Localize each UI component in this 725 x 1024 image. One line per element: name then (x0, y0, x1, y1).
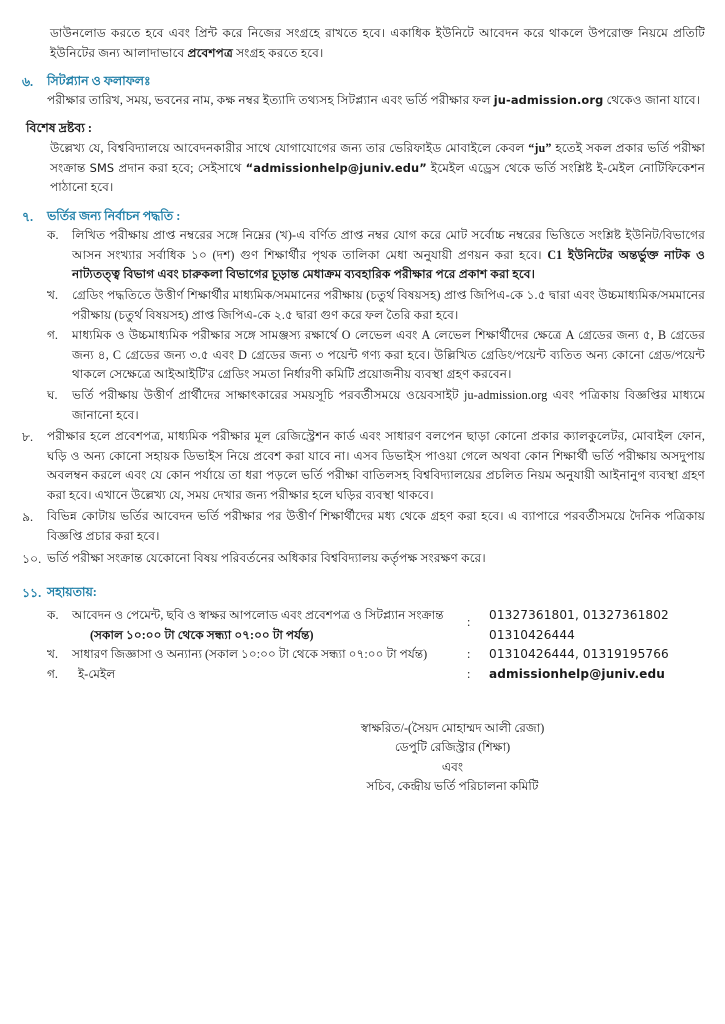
contact-row-3-label (72, 665, 467, 685)
section-7-marker: ৭. (22, 209, 34, 224)
contact-row-2-label (72, 645, 467, 665)
contact-row-1-marker: ক. (47, 608, 59, 623)
section-7-item-ka-regular: লিখিত পরীক্ষায় প্রাপ্ত নম্বরের সঙ্গে নিম্নের (খ)-এ বর্ণিত প্রাপ্ত নম্বর যোগ করে মোট সর্বোচ্চ নম্বরের ভিত্তিতে সংশ্লিষ্ট ইউনিট/বিভাগের আসন সংখ্যার সর্বাধিক ১০ (দশ) গুণ শিক্ষার্থীর পৃথক তালিকা মেধা অনুযায়ী প্রণয়ন করা হবে। (72, 228, 705, 262)
contact-row-2-marker: খ. (47, 647, 58, 662)
signature-conjunction: এবং (441, 759, 464, 774)
section-10-text: ভর্তি পরীক্ষা সংক্রান্ত যেকোনো বিষয় পরিবর্তনের অধিকার বিশ্ববিদ্যালয় কর্তৃপক্ষ সংরক্ষণ করে। (47, 550, 486, 565)
section-7-item-gha-text: ভর্তি পরীক্ষায় উত্তীর্ণ প্রার্থীদের সাক্ষাৎকারের সময়সূচি পরবর্তীসময়ে ওয়েবসাইট ju-admission.org এবং পত্রিকায় বিজ্ঞপ্তির মাধ্যমে জানানো হবে। (72, 387, 705, 422)
section-7-item-ga-text: মাধ্যমিক ও উচ্চমাধ্যমিক পরীক্ষার সঙ্গে সামঞ্জস্য রক্ষার্থে O লেভেল এবং A লেভেল শিক্ষার্থীদের ক্ষেত্রে A গ্রেডের জন্য ৫, B গ্রেডের জন্য ৪, C গ্রেডের জন্য ৩.৫ এবং D গ্রেডের জন্য ৩ পয়েন্ট গণ্য করা হবে। উল্লিখিত গ্রেডিং/পয়েন্ট ব্যতিত অন্য কোনো গ্রেড/পয়েন্ট থাকলে সেক্ষেত্রে আইআইটি'র গ্রেডিং সমতা নির্ধারণী কমিটি প্রয়োজনীয় ব্যবস্থা গ্রহণ করবেন। (72, 328, 705, 382)
section-7-item-ka-bold: C1 ইউনিটের অন্তর্ভুক্ত নাটক ও নাট্যতত্ত্ব বিভাগ এবং চারুকলা বিভাগের চূড়ান্ত মেধাক্রম ব্যবহারিক পরীক্ষার পরে প্রকাশ করা হবে। (72, 247, 705, 282)
continuation-text-part2: সংগ্রহ করতে হবে। (233, 45, 324, 60)
section-7-item-ka (47, 226, 705, 285)
contact-row-1-label-line1: আবেদন ও পেমেন্ট, ছবি ও স্বাক্ষর আপলোড এবং প্রবেশপত্র ও সিটপ্ল্যান সংক্রান্ত (72, 608, 444, 623)
table-row (47, 645, 705, 665)
special-note-part4: ইমেইল এড্রেস থেকে ভর্তি সংশ্লিষ্ট ই-মেইল নোটিফিকেশন পাঠানো হবে। (50, 160, 705, 195)
section-7-heading: ভর্তির জন্য নির্বাচন পদ্ধতি : (47, 208, 181, 223)
document-content (20, 24, 705, 797)
section-7-selection-method (20, 207, 705, 425)
contact-row-1-label-line2: (সকাল ১০:০০ টা থেকে সন্ধ্যা ০৭:০০ টা পর্যন্ত) (90, 627, 314, 642)
continuation-paragraph (20, 24, 705, 63)
section-7-item-gha-marker: ঘ. (47, 387, 58, 402)
section-11-support (20, 583, 705, 685)
contact-row-1-colon: : (467, 615, 471, 630)
contact-row-3-marker: গ. (47, 666, 58, 681)
contact-row-3-label-line1: ই-মেইল (78, 666, 116, 681)
section-6-paragraph (47, 91, 705, 111)
section-9-quota (20, 507, 705, 546)
special-note-paragraph (20, 139, 705, 198)
section-11-heading: সহায়তায়: (47, 584, 97, 599)
section-7-item-ga (47, 326, 705, 385)
special-note-part3: প্রদান করা হবে; সেইসাথে (114, 160, 246, 175)
admit-card-bold-term: প্রবেশপত্র (187, 45, 233, 60)
section-9-marker: ৯. (22, 510, 34, 525)
ju-quoted-term: “ju” (528, 140, 552, 155)
signature-name: স্বাক্ষরিত/-(সৈয়দ মোহাম্মদ আলী রেজা) (360, 720, 545, 735)
contact-row-1-value-line1[interactable]: 01327361801, 01327361802 (489, 608, 669, 623)
continuation-text-part1: ডাউনলোড করতে হবে এবং প্রিন্ট করে নিজের সংগ্রহে রাখতে হবে। একাধিক ইউনিটে আবেদন করে থাকলে উপরোক্ত নিয়মে প্রতিটি ইউনিটের জন্য আলাদাভাবে (50, 26, 705, 60)
section-6-text-part2: থেকেও জানা যাবে। (603, 92, 701, 107)
section-8-exam-hall-rules (20, 427, 705, 505)
section-6-text-part1: পরীক্ষার তারিখ, সময়, ভবনের নাম, কক্ষ নম্বর ইত্যাদি তথ্যসহ সিটপ্ল্যান এবং ভর্তি পরীক্ষার ফল (47, 92, 494, 107)
section-7-item-kha-marker: খ. (47, 288, 58, 303)
admission-email-quoted: “admissionhelp@juniv.edu” (245, 160, 427, 175)
contact-row-1-label (72, 606, 467, 645)
section-8-text: পরীক্ষার হলে প্রবেশপত্র, মাধ্যমিক পরীক্ষার মূল রেজিস্ট্রেশন কার্ড এবং সাধারণ বলপেন ছাড়া কোনো প্রকার ক্যালকুলেটর, মোবাইল ফোন, ঘড়ি ও অন্য কোনো সহায়ক ডিভাইস নিয়ে প্রবেশ করা যাবে না। এসব ডিভাইস পাওয়া গেলে অথবা কোন শিক্ষার্থী ভর্তি পরীক্ষায় অসদুপায় অবলম্বন করলে এবং যে কোন পর্যায়ে তা ধরা পড়লে ভর্তি পরীক্ষা বাতিলসহ বিশ্ববিদ্যালয়ের প্রচলিত নিয়ম অনুযায়ী আইনানুগ ব্যবস্থা গ্রহণ করা হবে। এখানে উল্লেখ্য যে, সময় দেখার জন্য পরীক্ষার হলে ঘড়ির ব্যবস্থা থাকবে। (47, 429, 705, 502)
section-7-item-gha (47, 386, 705, 425)
support-contact-table (47, 606, 705, 684)
section-6-marker: ৬. (22, 75, 34, 90)
section-6-seatplan (20, 72, 705, 110)
section-9-text: বিভিন্ন কোটায় ভর্তির আবেদন ভর্তি পরীক্ষার পর উত্তীর্ণ শিক্ষার্থীদের মধ্য থেকে গ্রহণ করা হবে। এ ব্যাপারে পরবর্তীসময়ে দৈনিক পত্রিকায় বিজ্ঞপ্তি প্রচার করা হবে। (47, 509, 705, 543)
sms-term: SMS (89, 160, 115, 175)
contact-row-2-colon: : (467, 647, 471, 662)
section-7-item-ka-marker: ক. (47, 228, 59, 243)
contact-row-3-value-line1[interactable]: admissionhelp@juniv.edu (489, 666, 665, 681)
section-6-body (47, 72, 705, 110)
contact-row-2-value-line1[interactable]: 01310426444, 01319195766 (489, 647, 669, 662)
contact-row-2-label-line1: সাধারণ জিজ্ঞাসা ও অন্যান্য (সকাল ১০:০০ টা থেকে সন্ধ্যা ০৭:০০ টা পর্যন্ত) (72, 647, 428, 662)
special-note-part1: উল্লেখ্য যে, বিশ্ববিদ্যালয়ে আবেদনকারীর সাথে যোগাযোগের জন্য তার ভেরিফাইড মোবাইলে কেবল (50, 140, 529, 155)
section-11-body (47, 583, 705, 685)
section-7-body (47, 207, 705, 425)
signature-block (20, 719, 705, 797)
ju-admission-link: ju-admission.org (493, 92, 604, 107)
section-11-marker: ১১. (22, 585, 42, 600)
contact-row-3-colon: : (467, 666, 471, 681)
section-7-item-kha-text: গ্রেডিং পদ্ধতিতে উত্তীর্ণ শিক্ষার্থীর মাধ্যমিক/সমমানের পরীক্ষায় (চতুর্থ বিষয়সহ) প্রাপ্ত জিপিএ-কে ১.৫ দ্বারা এবং উচ্চমাধ্যমিক/সমমানের পরীক্ষায় (চতুর্থ বিষয়সহ) প্রাপ্ত জিপিএ-কে ২.৫ দ্বারা গুণ করে ফল তৈরি করা হবে। (72, 288, 705, 322)
contact-row-3-value (489, 665, 705, 685)
table-row (47, 606, 705, 645)
special-note-part2: হতেই সকল প্রকার ভর্তি পরীক্ষা সংক্রান্ত (50, 140, 706, 175)
contact-row-2-value (489, 645, 705, 665)
contact-row-1-value (489, 606, 705, 645)
contact-row-1-value-line2[interactable]: 01310426444 (489, 627, 575, 642)
section-6-heading: সিটপ্ল্যান ও ফলাফলঃ (47, 74, 151, 89)
special-note-heading: বিশেষ দ্রষ্টব্য : (26, 121, 93, 136)
section-10-rights-reserved (20, 549, 705, 569)
section-7-item-ga-marker: গ. (47, 328, 58, 343)
signature-secondary-role: সচিব, কেন্দ্রীয় ভর্তি পরিচালনা কমিটি (366, 779, 539, 794)
signature-designation: ডেপুটি রেজিস্ট্রার (শিক্ষা) (394, 740, 511, 755)
section-7-item-kha (47, 286, 705, 325)
section-7-item-ka-text (72, 226, 705, 285)
table-row (47, 665, 705, 685)
section-10-marker: ১০. (22, 551, 42, 566)
section-8-marker: ৮. (22, 430, 34, 445)
